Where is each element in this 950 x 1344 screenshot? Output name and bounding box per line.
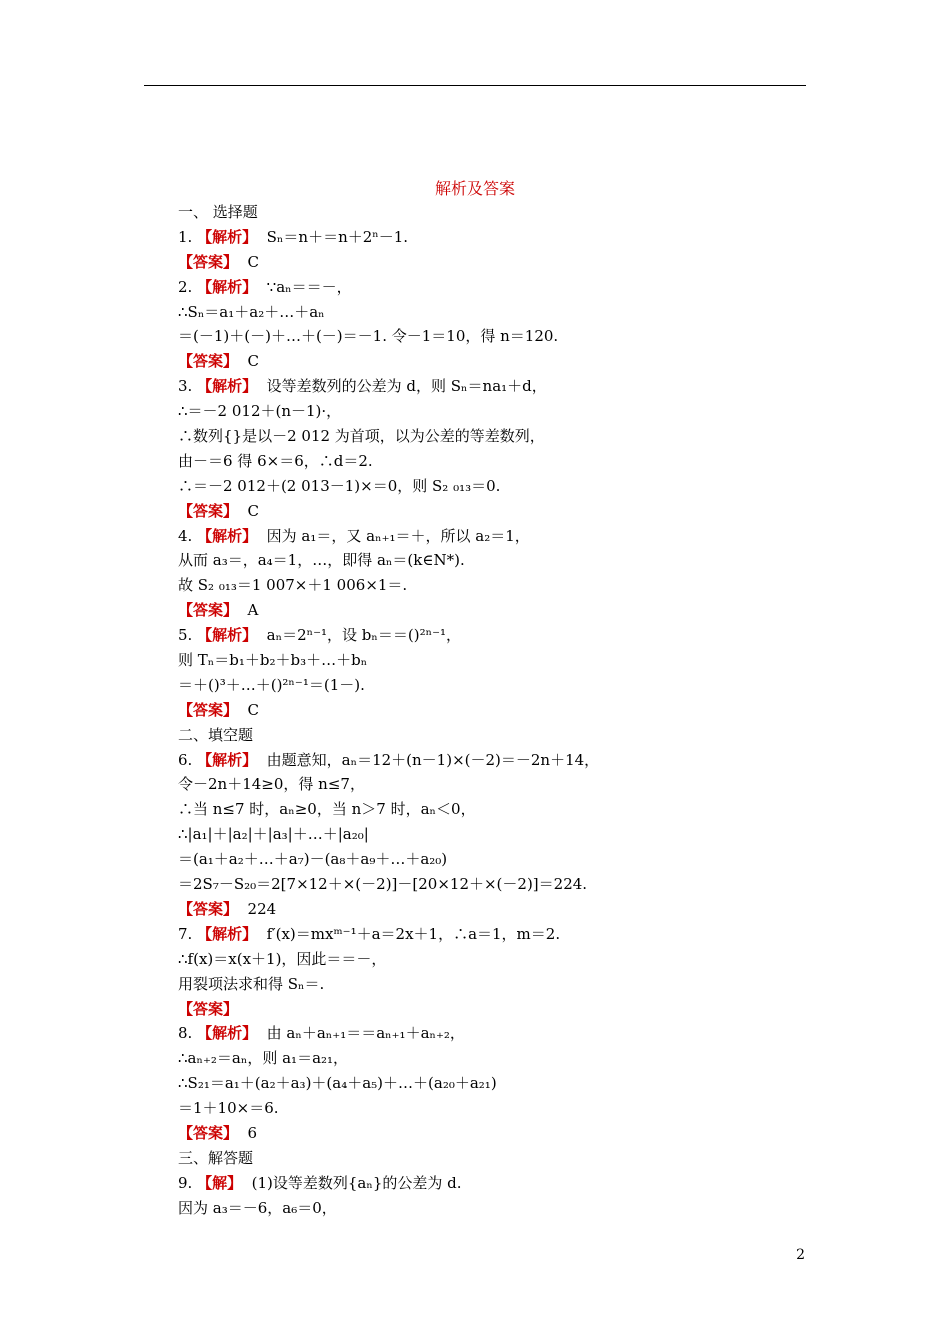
- line-text: ＝2S₇－S₂₀＝2[7×12＋×(－2)]－[20×12＋×(－2)]＝224.: [178, 875, 588, 894]
- line-text: 1.: [178, 227, 198, 246]
- line-content: (1)设等差数列{aₙ}的公差为 d.: [242, 1173, 462, 1192]
- line-text: ∴|a₁|＋|a₂|＋|a₃|＋…＋|a₂₀|: [178, 825, 369, 844]
- label-tag: 【解析】: [197, 750, 258, 769]
- line-text: 一、 选择题: [178, 203, 258, 221]
- line-text: ＝＋()³＋…＋()²ⁿ⁻¹＝(1－).: [178, 675, 365, 694]
- label-tag: 【解】: [197, 1173, 243, 1192]
- line-text: ∴Sₙ＝a₁＋a₂＋…＋aₙ: [178, 302, 325, 321]
- line-text: ＝1＋10×＝6.: [178, 1099, 279, 1118]
- label-tag: 【答案】: [178, 352, 239, 371]
- line-content: 6: [238, 1123, 258, 1142]
- page-title: 解析及答案: [434, 179, 515, 198]
- page-number: 2: [796, 1247, 805, 1263]
- line-text: 故 S₂ ₀₁₃＝1 007×＋1 006×1＝.: [178, 576, 408, 595]
- text-line: [178, 673, 818, 698]
- text-line: [178, 723, 818, 748]
- label-tag: 【解析】: [197, 526, 258, 545]
- label-tag: 【解析】: [197, 227, 258, 246]
- text-line: [178, 449, 818, 474]
- text-line: [178, 499, 818, 524]
- text-line: [178, 922, 818, 947]
- line-text: 二、填空题: [178, 725, 254, 744]
- label-tag: 【答案】: [178, 252, 239, 271]
- text-line: [178, 947, 818, 972]
- label-tag: 【答案】: [178, 700, 239, 719]
- label-tag: 【答案】: [178, 501, 239, 520]
- text-line: [178, 225, 818, 250]
- label-tag: 【解析】: [197, 277, 258, 296]
- label-tag: 【解析】: [197, 377, 258, 396]
- line-content: aₙ＝2ⁿ⁻¹，设 bₙ＝＝()²ⁿ⁻¹，: [257, 626, 462, 645]
- text-line: [178, 300, 818, 325]
- line-text: 三、解答题: [178, 1148, 254, 1167]
- line-text: ∴S₂₁＝a₁＋(a₂＋a₃)＋(a₄＋a₅)＋…＋(a₂₀＋a₂₁): [178, 1074, 497, 1093]
- text-line: [178, 324, 818, 349]
- text-line: [178, 897, 818, 922]
- line-text: 令－2n＋14≥0，得 n≤7，: [178, 775, 365, 794]
- line-text: 因为 a₃＝－6，a₆＝0，: [178, 1198, 337, 1217]
- label-tag: 【解析】: [197, 924, 258, 943]
- line-text: 5.: [178, 626, 198, 645]
- text-line: [178, 548, 818, 573]
- text-line: [178, 200, 818, 225]
- line-text: ∴数列{}是以－2 012 为首项，以为公差的等差数列，: [178, 427, 545, 446]
- line-text: 6.: [178, 750, 198, 769]
- text-line: [178, 698, 818, 723]
- line-text: 用裂项法求和得 Sₙ＝.: [178, 974, 325, 993]
- text-line: [178, 972, 818, 997]
- line-content: C: [238, 252, 260, 271]
- text-line: [178, 847, 818, 872]
- label-tag: 【答案】: [178, 601, 239, 620]
- line-text: ∴当 n≤7 时，aₙ≥0，当 n＞7 时，aₙ＜0，: [178, 800, 476, 819]
- line-content: 由题意知，aₙ＝12＋(n－1)×(－2)＝－2n＋14，: [257, 750, 600, 769]
- text-line: [178, 374, 818, 399]
- text-line: [178, 275, 818, 300]
- text-line: [178, 1046, 818, 1071]
- text-line: [178, 822, 818, 847]
- text-line: [178, 1146, 818, 1171]
- text-line: [178, 748, 818, 773]
- text-line: [178, 648, 818, 673]
- line-content: Sₙ＝n＋＝n＋2ⁿ－1.: [257, 227, 409, 246]
- text-line: [178, 623, 818, 648]
- line-text: ∴＝－2 012＋(2 013－1)×＝0，则 S₂ ₀₁₃＝0.: [178, 476, 501, 495]
- line-text: 2.: [178, 277, 198, 296]
- line-text: 由－＝6 得 6×＝6，∴d＝2.: [178, 451, 373, 470]
- line-text: ∴f(x)＝x(x＋1)，因此＝＝－，: [178, 949, 387, 968]
- text-line: [178, 997, 818, 1022]
- text-line: [178, 424, 818, 449]
- text-line: [178, 1071, 818, 1096]
- label-tag: 【答案】: [178, 1123, 239, 1142]
- line-text: ∴＝－2 012＋(n－1)·，: [178, 402, 342, 421]
- line-content: 由 aₙ＋aₙ₊₁＝＝aₙ₊₁＋aₙ₊₂，: [257, 1024, 465, 1043]
- label-tag: 【答案】: [178, 899, 239, 918]
- line-text: ＝(a₁＋a₂＋…＋a₇)－(a₈＋a₉＋…＋a₂₀): [178, 850, 448, 869]
- text-line: [178, 399, 818, 424]
- text-line: [178, 474, 818, 499]
- line-text: ∴aₙ₊₂＝aₙ，则 a₁＝a₂₁，: [178, 1049, 349, 1068]
- text-line: [178, 524, 818, 549]
- line-content: 设等差数列的公差为 d，则 Sₙ＝na₁＋d，: [257, 377, 547, 396]
- text-line: [178, 573, 818, 598]
- text-line: [178, 1171, 818, 1196]
- line-content: C: [238, 352, 260, 371]
- line-text: 4.: [178, 526, 198, 545]
- text-line: [178, 349, 818, 374]
- label-tag: 【解析】: [197, 626, 258, 645]
- text-line: [178, 1121, 818, 1146]
- text-line: [178, 772, 818, 797]
- line-text: 9.: [178, 1173, 198, 1192]
- text-line: [178, 1096, 818, 1121]
- text-line: [178, 598, 818, 623]
- line-text: 从而 a₃＝，a₄＝1，…，即得 aₙ＝(k∈N*).: [178, 551, 465, 570]
- header-rule: [144, 85, 806, 86]
- label-tag: 【答案】: [178, 999, 239, 1018]
- text-line: [178, 872, 818, 897]
- line-text: 8.: [178, 1024, 198, 1043]
- line-content: C: [238, 501, 260, 520]
- line-text: 则 Tₙ＝b₁＋b₂＋b₃＋…＋bₙ: [178, 651, 368, 670]
- line-content: f′(x)＝mxᵐ⁻¹＋a＝2x＋1，∴a＝1，m＝2.: [257, 924, 561, 943]
- text-line: [178, 250, 818, 275]
- line-content: ∵aₙ＝＝－，: [257, 277, 352, 296]
- line-text: 3.: [178, 377, 198, 396]
- line-content: A: [238, 601, 259, 620]
- line-content: C: [238, 700, 260, 719]
- line-text: 7.: [178, 924, 198, 943]
- text-line: [178, 797, 818, 822]
- line-text: ＝(－1)＋(－)＋…＋(－)＝－1. 令－1＝10，得 n＝120.: [178, 327, 559, 346]
- text-line: [178, 1021, 818, 1046]
- text-line: [178, 1196, 818, 1221]
- line-content: 224: [238, 899, 277, 918]
- line-content: 因为 a₁＝，又 aₙ₊₁＝＋，所以 a₂＝1，: [257, 526, 530, 545]
- label-tag: 【解析】: [197, 1024, 258, 1043]
- solution-body: [178, 200, 818, 1221]
